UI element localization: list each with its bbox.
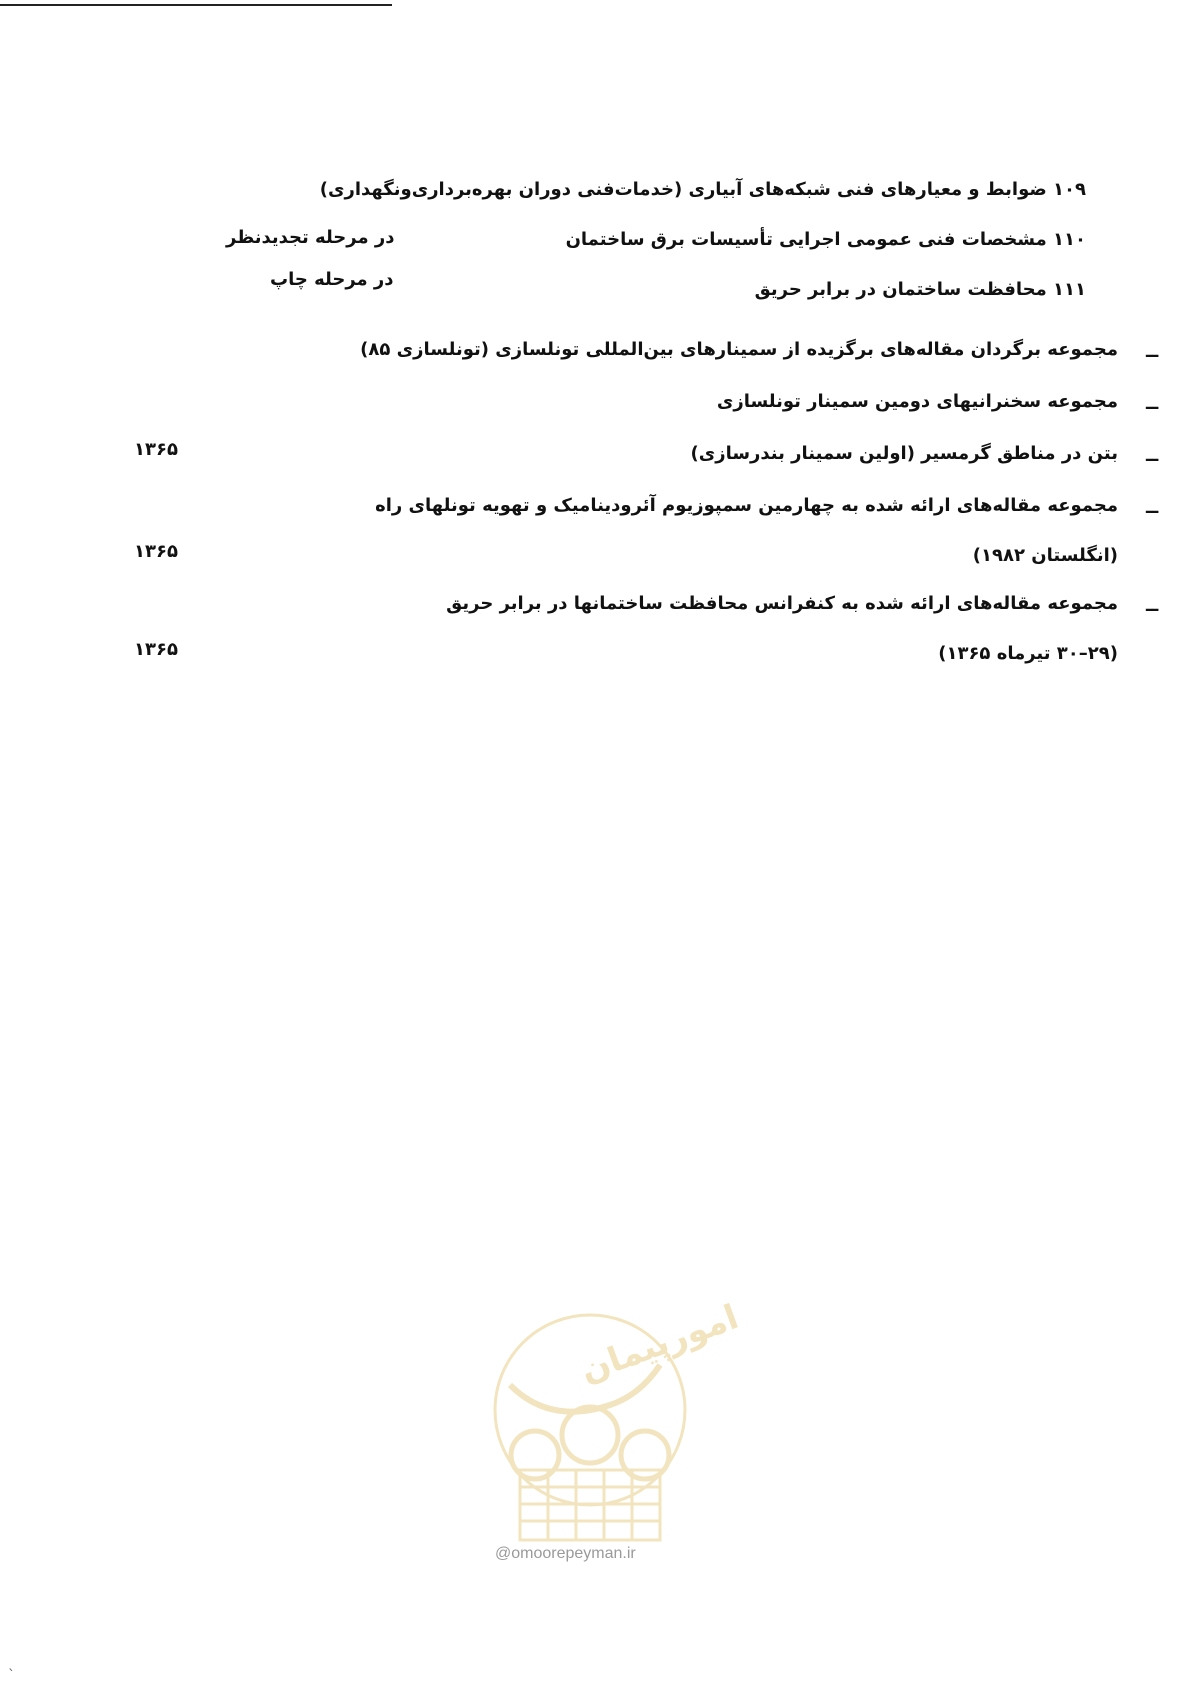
entry-111: ۱۱۱ محافظت ساختمان در برابر حریق [754,279,1086,300]
list-dash: ــ [1146,497,1159,518]
entry-111-status: در مرحله چاپ [270,269,394,290]
watermark-url: @omoorepeyman.ir [495,1545,636,1562]
publication-4-year: ۱۳۶۵ [134,541,178,562]
publication-2: مجموعه سخنرانیهای دومین سمینار تونلسازی [716,391,1118,412]
corner-mark: ` [8,1668,15,1684]
publication-4-continued: (انگلستان ۱۹۸۲) [972,545,1118,566]
top-rule [0,4,392,6]
publication-3: بتن در مناطق گرمسیر (اولین سمینار بندرسازی) [690,443,1118,464]
list-dash: ــ [1146,445,1159,466]
entry-110-status: در مرحله تجدیدنظر [226,227,395,248]
list-dash: ــ [1146,393,1159,414]
publication-3-year: ۱۳۶۵ [134,439,178,460]
publication-5: مجموعه مقاله‌های ارائه شده به کنفرانس محافظت ساختمانها در برابر حریق [446,593,1118,614]
publication-5-year: ۱۳۶۵ [134,639,178,660]
entry-110: ۱۱۰ مشخصات فنی عمومی اجرایی تأسیسات برق ساختمان [565,229,1086,250]
publication-1: مجموعه برگردان مقاله‌های برگزیده از سمینارهای بین‌المللی تونلسازی (تونلسازی ۸۵) [360,339,1118,360]
publication-4: مجموعه مقاله‌های ارائه شده به چهارمین سمپوزیوم آئرودینامیک و تهویه تونلهای راه [375,495,1118,516]
watermark-logo [490,1297,744,1555]
svg-text:امورپیمان: امورپیمان [575,1297,744,1391]
list-dash: ــ [1146,595,1159,616]
list-dash: ــ [1146,341,1159,362]
entry-109: ۱۰۹ ضوابط و معیارهای فنی شبکه‌های آبیاری (خدمات‌فنی دوران بهره‌برداری‌ونگهداری) [319,179,1086,200]
publication-5-continued: (۲۹–۳۰ تیرماه ۱۳۶۵) [938,643,1118,664]
